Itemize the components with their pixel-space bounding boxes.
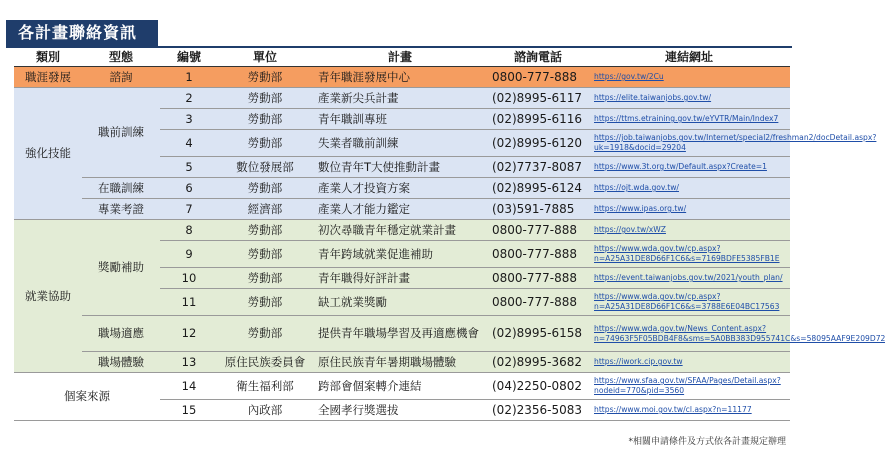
program-cell: 數位青年T大使推動計畫 — [312, 157, 488, 178]
program-cell: 失業者職前訓練 — [312, 130, 488, 157]
header-phone: 諮詢電話 — [488, 48, 588, 67]
number-cell: 12 — [160, 316, 218, 352]
url-link[interactable]: https://www.wda.gov.tw/cp.aspx?n=A25A31DE8D66F1C6&s=3788E6E04BC17563 — [588, 289, 790, 316]
table-row — [14, 220, 790, 241]
header-unit: 單位 — [218, 48, 312, 67]
unit-cell: 勞動部 — [218, 289, 312, 316]
program-cell: 青年職得好評計畫 — [312, 268, 488, 289]
header-program: 計畫 — [312, 48, 488, 67]
unit-cell: 經濟部 — [218, 199, 312, 220]
phone-cell: (02)2356-5083 — [488, 400, 588, 421]
unit-cell: 數位發展部 — [218, 157, 312, 178]
header-type: 型態 — [82, 48, 160, 67]
program-cell: 產業新尖兵計畫 — [312, 88, 488, 109]
header-url: 連結網址 — [588, 48, 790, 67]
type-cell: 專業考證 — [82, 199, 160, 220]
phone-cell: (02)8995-3682 — [488, 352, 588, 373]
unit-cell: 勞動部 — [218, 241, 312, 268]
phone-cell: 0800-777-888 — [488, 241, 588, 268]
header-category: 類別 — [14, 48, 82, 67]
unit-cell: 勞動部 — [218, 316, 312, 352]
number-cell: 5 — [160, 157, 218, 178]
header-row — [14, 48, 790, 67]
table-row — [14, 316, 790, 352]
unit-cell: 勞動部 — [218, 67, 312, 88]
contact-table — [14, 48, 885, 421]
number-cell: 9 — [160, 241, 218, 268]
header-number: 編號 — [160, 48, 218, 67]
title-banner — [6, 20, 158, 46]
unit-cell: 勞動部 — [218, 220, 312, 241]
url-link[interactable]: https://ojt.wda.gov.tw/ — [588, 178, 790, 199]
url-link[interactable]: https://event.taiwanjobs.gov.tw/2021/youth_plan/ — [588, 268, 790, 289]
phone-cell: (02)8995-6120 — [488, 130, 588, 157]
phone-cell: (02)8995-6116 — [488, 109, 588, 130]
unit-cell: 原住民族委員會 — [218, 352, 312, 373]
number-cell: 14 — [160, 373, 218, 400]
phone-cell: 0800-777-888 — [488, 67, 588, 88]
url-link[interactable]: https://www.wda.gov.tw/News_Content.aspx?n=74963F5F05BDB4F8&sms=5A0BB383D955741C&s=58095AAF9E209D72 — [588, 316, 790, 352]
table-row — [14, 88, 790, 109]
number-cell: 10 — [160, 268, 218, 289]
table-row — [14, 352, 790, 373]
unit-cell: 勞動部 — [218, 130, 312, 157]
url-link[interactable]: https://www.sfaa.gov.tw/SFAA/Pages/Detail.aspx?nodeid=770&pid=3560 — [588, 373, 790, 400]
type-cell: 職場適應 — [82, 316, 160, 352]
program-cell: 初次尋職青年穩定就業計畫 — [312, 220, 488, 241]
number-cell: 3 — [160, 109, 218, 130]
unit-cell: 衛生福利部 — [218, 373, 312, 400]
unit-cell: 勞動部 — [218, 268, 312, 289]
url-link[interactable]: https://ttms.etraining.gov.tw/eYVTR/Main/Index7 — [588, 109, 790, 130]
type-cell: 在職訓練 — [82, 178, 160, 199]
phone-cell: (03)591-7885 — [488, 199, 588, 220]
program-cell: 提供青年職場學習及再適應機會 — [312, 316, 488, 352]
number-cell: 1 — [160, 67, 218, 88]
number-cell: 6 — [160, 178, 218, 199]
program-cell: 全國孝行獎選拔 — [312, 400, 488, 421]
url-link[interactable]: https://elite.taiwanjobs.gov.tw/ — [588, 88, 790, 109]
unit-cell: 內政部 — [218, 400, 312, 421]
category-cell: 個案來源 — [14, 373, 160, 421]
program-cell: 產業人才投資方案 — [312, 178, 488, 199]
unit-cell: 勞動部 — [218, 88, 312, 109]
table-row — [14, 67, 790, 88]
program-cell: 青年跨域就業促進補助 — [312, 241, 488, 268]
table-row — [14, 178, 790, 199]
url-link[interactable]: https://job.taiwanjobs.gov.tw/Internet/special2/freshman2/docDetail.aspx?uk=1918&docid=29204 — [588, 130, 790, 157]
page-title: 各計畫聯絡資訊 — [18, 23, 138, 42]
phone-cell: (02)8995-6158 — [488, 316, 588, 352]
category-cell: 就業協助 — [14, 220, 82, 373]
program-cell: 青年職訓專班 — [312, 109, 488, 130]
phone-cell: (04)2250-0802 — [488, 373, 588, 400]
url-link[interactable]: https://iwork.cip.gov.tw — [588, 352, 790, 373]
url-link[interactable]: https://gov.tw/xWZ — [588, 220, 790, 241]
number-cell: 13 — [160, 352, 218, 373]
unit-cell: 勞動部 — [218, 109, 312, 130]
type-cell: 獎勵補助 — [82, 220, 160, 316]
url-link[interactable]: https://gov.tw/2Cu — [588, 67, 790, 88]
url-link[interactable]: https://www.moi.gov.tw/cl.aspx?n=11177 — [588, 400, 790, 421]
phone-cell: (02)7737-8087 — [488, 157, 588, 178]
table-row — [14, 373, 790, 400]
number-cell: 8 — [160, 220, 218, 241]
program-cell: 產業人才能力鑑定 — [312, 199, 488, 220]
type-cell: 職前訓練 — [82, 88, 160, 178]
type-cell: 諮詢 — [82, 67, 160, 88]
table-row — [14, 199, 790, 220]
program-cell: 跨部會個案轉介連結 — [312, 373, 488, 400]
url-link[interactable]: https://www.ipas.org.tw/ — [588, 199, 790, 220]
phone-cell: (02)8995-6117 — [488, 88, 588, 109]
program-cell: 缺工就業獎勵 — [312, 289, 488, 316]
unit-cell: 勞動部 — [218, 178, 312, 199]
category-cell: 職涯發展 — [14, 67, 82, 88]
url-link[interactable]: https://www.3t.org.tw/Default.aspx?Create=1 — [588, 157, 790, 178]
phone-cell: 0800-777-888 — [488, 220, 588, 241]
number-cell: 7 — [160, 199, 218, 220]
category-cell: 強化技能 — [14, 88, 82, 220]
phone-cell: (02)8995-6124 — [488, 178, 588, 199]
number-cell: 2 — [160, 88, 218, 109]
footnote: *相關申請條件及方式依各計畫規定辦理 — [628, 437, 786, 447]
phone-cell: 0800-777-888 — [488, 268, 588, 289]
number-cell: 11 — [160, 289, 218, 316]
url-link[interactable]: https://www.wda.gov.tw/cp.aspx?n=A25A31DE8D66F1C6&s=7169BDFE5385FB1E — [588, 241, 790, 268]
program-cell: 青年職涯發展中心 — [312, 67, 488, 88]
number-cell: 4 — [160, 130, 218, 157]
number-cell: 15 — [160, 400, 218, 421]
program-cell: 原住民族青年暑期職場體驗 — [312, 352, 488, 373]
phone-cell: 0800-777-888 — [488, 289, 588, 316]
type-cell: 職場體驗 — [82, 352, 160, 373]
